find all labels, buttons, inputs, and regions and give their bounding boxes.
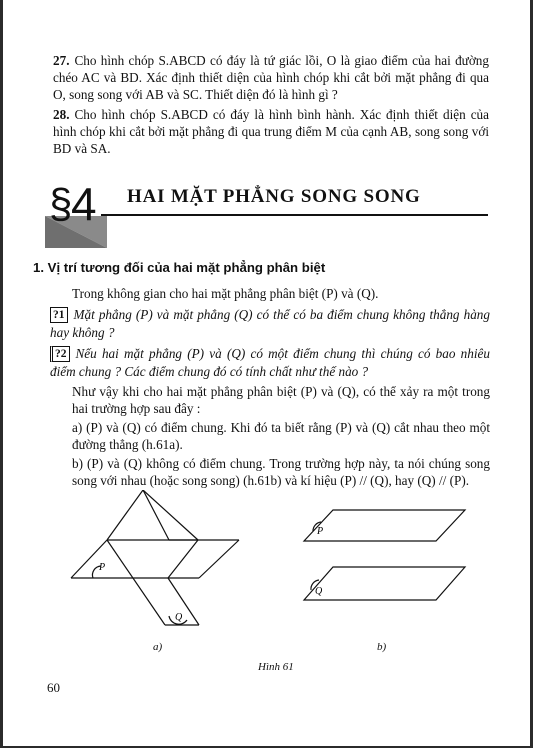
question-2 xyxy=(50,345,490,380)
section-title: HAI MẶT PHẲNG SONG SONG xyxy=(127,186,421,207)
exercise-text: Cho hình chóp S.ABCD có đáy là tứ giác lồi, O là giao điểm của hai đường chéo AC và BD. Xác định thiết diện của hình chóp khi cắt bởi mặt phẳng đi qua O, song song với AB và SC. Thiết diện đó là hình gì ? xyxy=(53,53,489,102)
case-a: a) (P) và (Q) có điểm chung. Khi đó ta biết rằng (P) và (Q) cắt nhau theo một đường thẳng (h.61a). xyxy=(72,420,490,452)
section-rule xyxy=(101,214,488,216)
question-2-text: Nếu hai mặt phẳng (P) và (Q) có một điểm chung thì chúng có bao nhiêu điểm chung ? Các điểm chung đó có tính chất như thế nào ? xyxy=(50,346,490,379)
figure-61-clean xyxy=(3,490,530,670)
exercise-number: 28. xyxy=(53,107,70,122)
textbook-page xyxy=(3,0,530,746)
label-p-b: P xyxy=(317,526,324,537)
paragraph-cases: Như vậy khi cho hai mặt phẳng phân biệt (P) và (Q), có thể xảy ra một trong hai trường hợp sau đây : xyxy=(72,384,490,416)
label-q-b: Q xyxy=(315,586,323,597)
subsection-title: 1. Vị trí tương đối của hai mặt phẳng phân biệt xyxy=(33,260,326,275)
exercise-number: 27. xyxy=(53,53,70,68)
subfigure-a-label: a) xyxy=(153,641,163,653)
figure-caption: Hình 61 xyxy=(258,661,294,673)
question-1-label: ?1 xyxy=(50,307,68,323)
label-q-a: Q xyxy=(175,612,183,623)
question-1-text: Mặt phẳng (P) và mặt phẳng (Q) có thể có ba điểm chung không thẳng hàng hay không ? xyxy=(50,307,490,340)
section-number: 4 xyxy=(71,178,97,230)
section-emblem xyxy=(45,172,107,248)
section-symbol: § xyxy=(49,180,73,227)
label-p-a: P xyxy=(99,562,106,573)
subfigure-b-label: b) xyxy=(377,641,387,653)
question-1 xyxy=(50,306,490,341)
intro-paragraph: Trong không gian cho hai mặt phẳng phân biệt (P) và (Q). xyxy=(72,286,379,301)
exercise-28 xyxy=(53,106,489,157)
exercise-text: Cho hình chóp S.ABCD có đáy là hình bình hành. Xác định thiết diện của hình chóp khi cắt bởi mặt phẳng đi qua trung điểm M của cạnh AB, song song với BD và SA. xyxy=(53,107,489,156)
case-b: b) (P) và (Q) không có điểm chung. Trong trường hợp này, ta nói chúng song song với nhau (hoặc song song) (h.61b) và kí hiệu (P) // (Q), hay (Q) // (P). xyxy=(72,456,490,488)
question-2-label: ?2 xyxy=(50,346,70,362)
exercise-27 xyxy=(53,52,489,103)
figure-61b xyxy=(304,510,465,600)
page-number: 60 xyxy=(47,680,60,695)
figure-61a xyxy=(71,490,239,625)
